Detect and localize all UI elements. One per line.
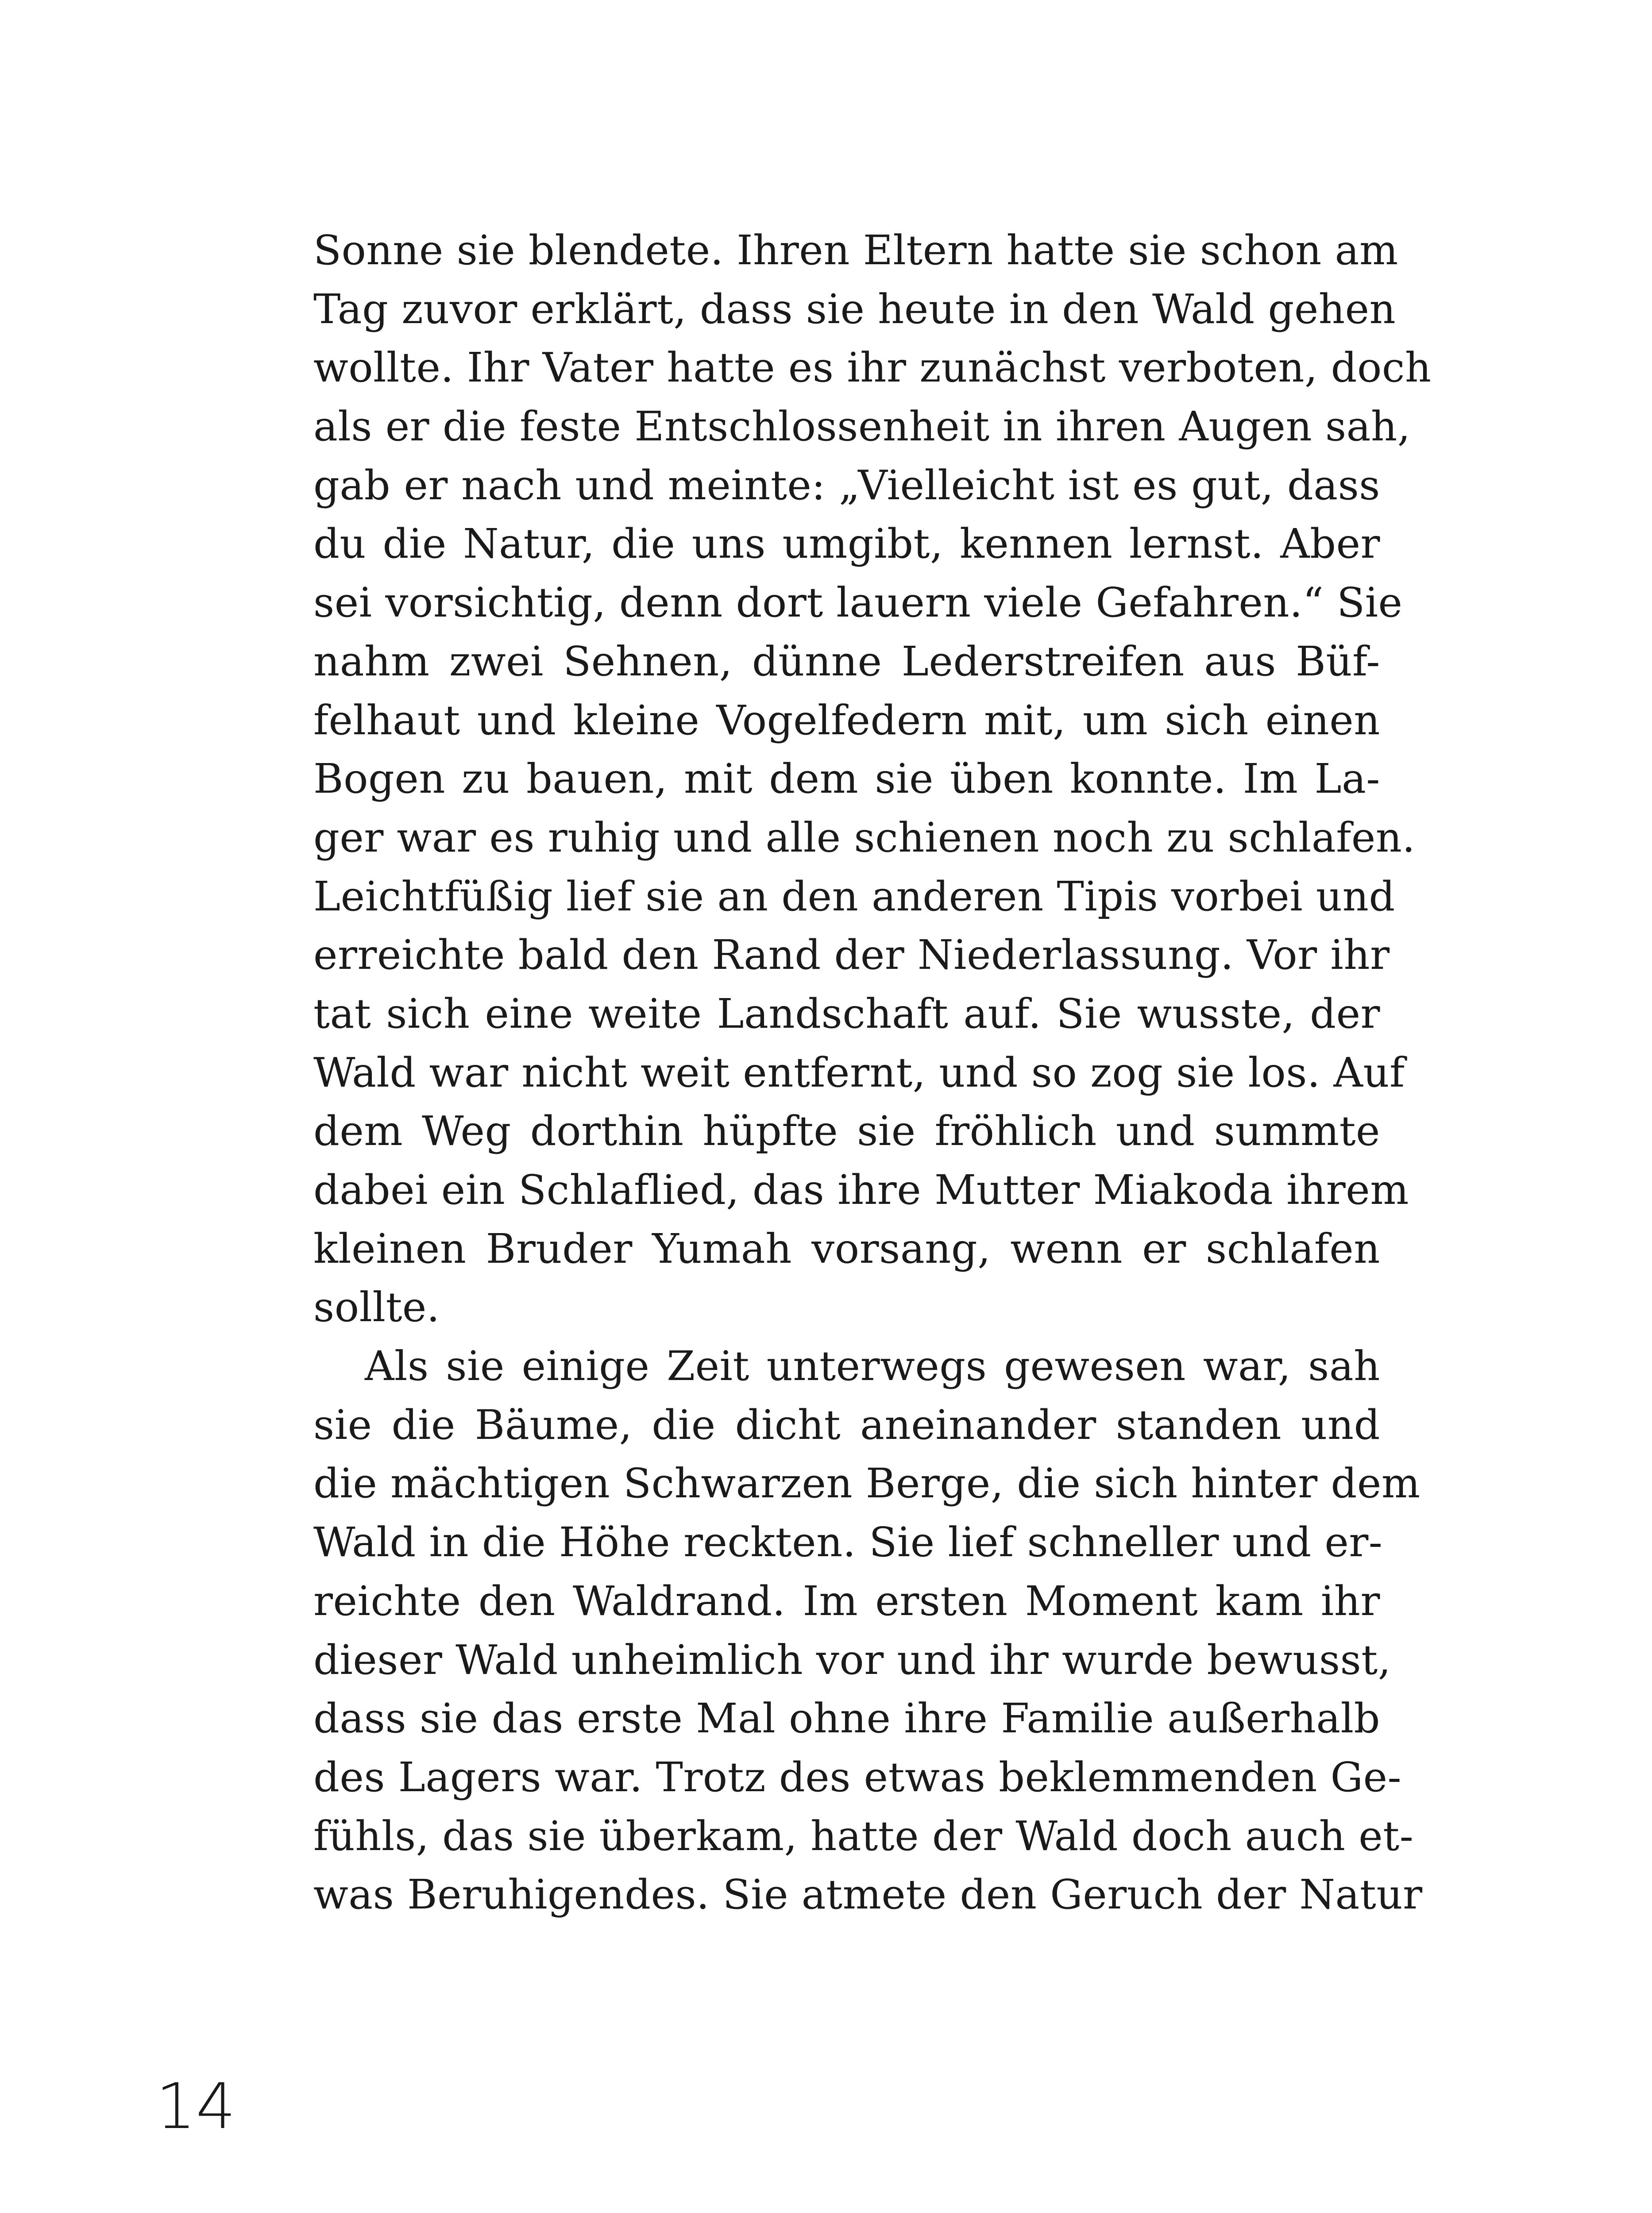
text-line: gab er nach und meinte: „Vielleicht ist es gut, dass xyxy=(313,461,1380,509)
text-line: Leichtfüßig lief sie an den anderen Tipis vorbei und xyxy=(313,872,1395,920)
text-line: kleinen Bruder Yumah vorsang, wenn er schlafen xyxy=(313,1225,1380,1272)
text-line: was Beruhigendes. Sie atmete den Geruch der Natur xyxy=(313,1871,1423,1919)
text-line: wollte. Ihr Vater hatte es ihr zunächst verboten, doch xyxy=(313,344,1432,392)
page-number: 14 xyxy=(156,2070,236,2143)
text-line: dabei ein Schlaflied, das ihre Mutter Miakoda ihrem xyxy=(313,1166,1409,1214)
text-line: tat sich eine weite Landschaft auf. Sie wusste, der xyxy=(313,990,1380,1037)
text-line: sei vorsichtig, denn dort lauern viele Gefahren.“ Sie xyxy=(313,579,1403,627)
body-text xyxy=(313,221,1432,1924)
text-line: Bogen zu bauen, mit dem sie üben konnte. Im La- xyxy=(313,755,1380,803)
text-line: Wald in die Höhe reckten. Sie lief schneller und er- xyxy=(313,1519,1383,1566)
text-line: Sonne sie blendete. Ihren Eltern hatte sie schon am xyxy=(313,227,1398,274)
text-line: nahm zwei Sehnen, dünne Lederstreifen aus Büf- xyxy=(313,637,1380,685)
text-line: fühls, das sie überkam, hatte der Wald doch auch et- xyxy=(313,1812,1414,1860)
text-line: sie die Bäume, die dicht aneinander standen und xyxy=(313,1401,1380,1449)
text-line: des Lagers war. Trotz des etwas beklemmenden Ge- xyxy=(313,1753,1402,1801)
text-line: als er die feste Entschlossenheit in ihren Augen sah, xyxy=(313,403,1411,451)
text-line: dem Weg dorthin hüpfte sie fröhlich und summte xyxy=(313,1107,1380,1155)
text-line: ger war es ruhig und alle schienen noch zu schlafen. xyxy=(313,813,1416,861)
text-line: du die Natur, die uns umgibt, kennen lernst. Aber xyxy=(313,520,1380,568)
text-line: erreichte bald den Rand der Niederlassung. Vor ihr xyxy=(313,931,1390,979)
text-line: Tag zuvor erklärt, dass sie heute in den Wald gehen xyxy=(313,285,1396,333)
text-line: Als sie einige Zeit unterwegs gewesen war, sah xyxy=(365,1342,1380,1390)
text-line: dass sie das erste Mal ohne ihre Familie außerhalb xyxy=(313,1695,1380,1743)
text-line: Wald war nicht weit entfernt, und so zog sie los. Auf xyxy=(313,1049,1405,1096)
text-line: felhaut und kleine Vogelfedern mit, um sich einen xyxy=(313,696,1380,744)
text-line: die mächtigen Schwarzen Berge, die sich hinter dem xyxy=(313,1460,1420,1507)
text-line: dieser Wald unheimlich vor und ihr wurde bewusst, xyxy=(313,1636,1391,1684)
text-line: reichte den Waldrand. Im ersten Moment kam ihr xyxy=(313,1577,1380,1625)
text-line: sollte. xyxy=(313,1284,440,1331)
